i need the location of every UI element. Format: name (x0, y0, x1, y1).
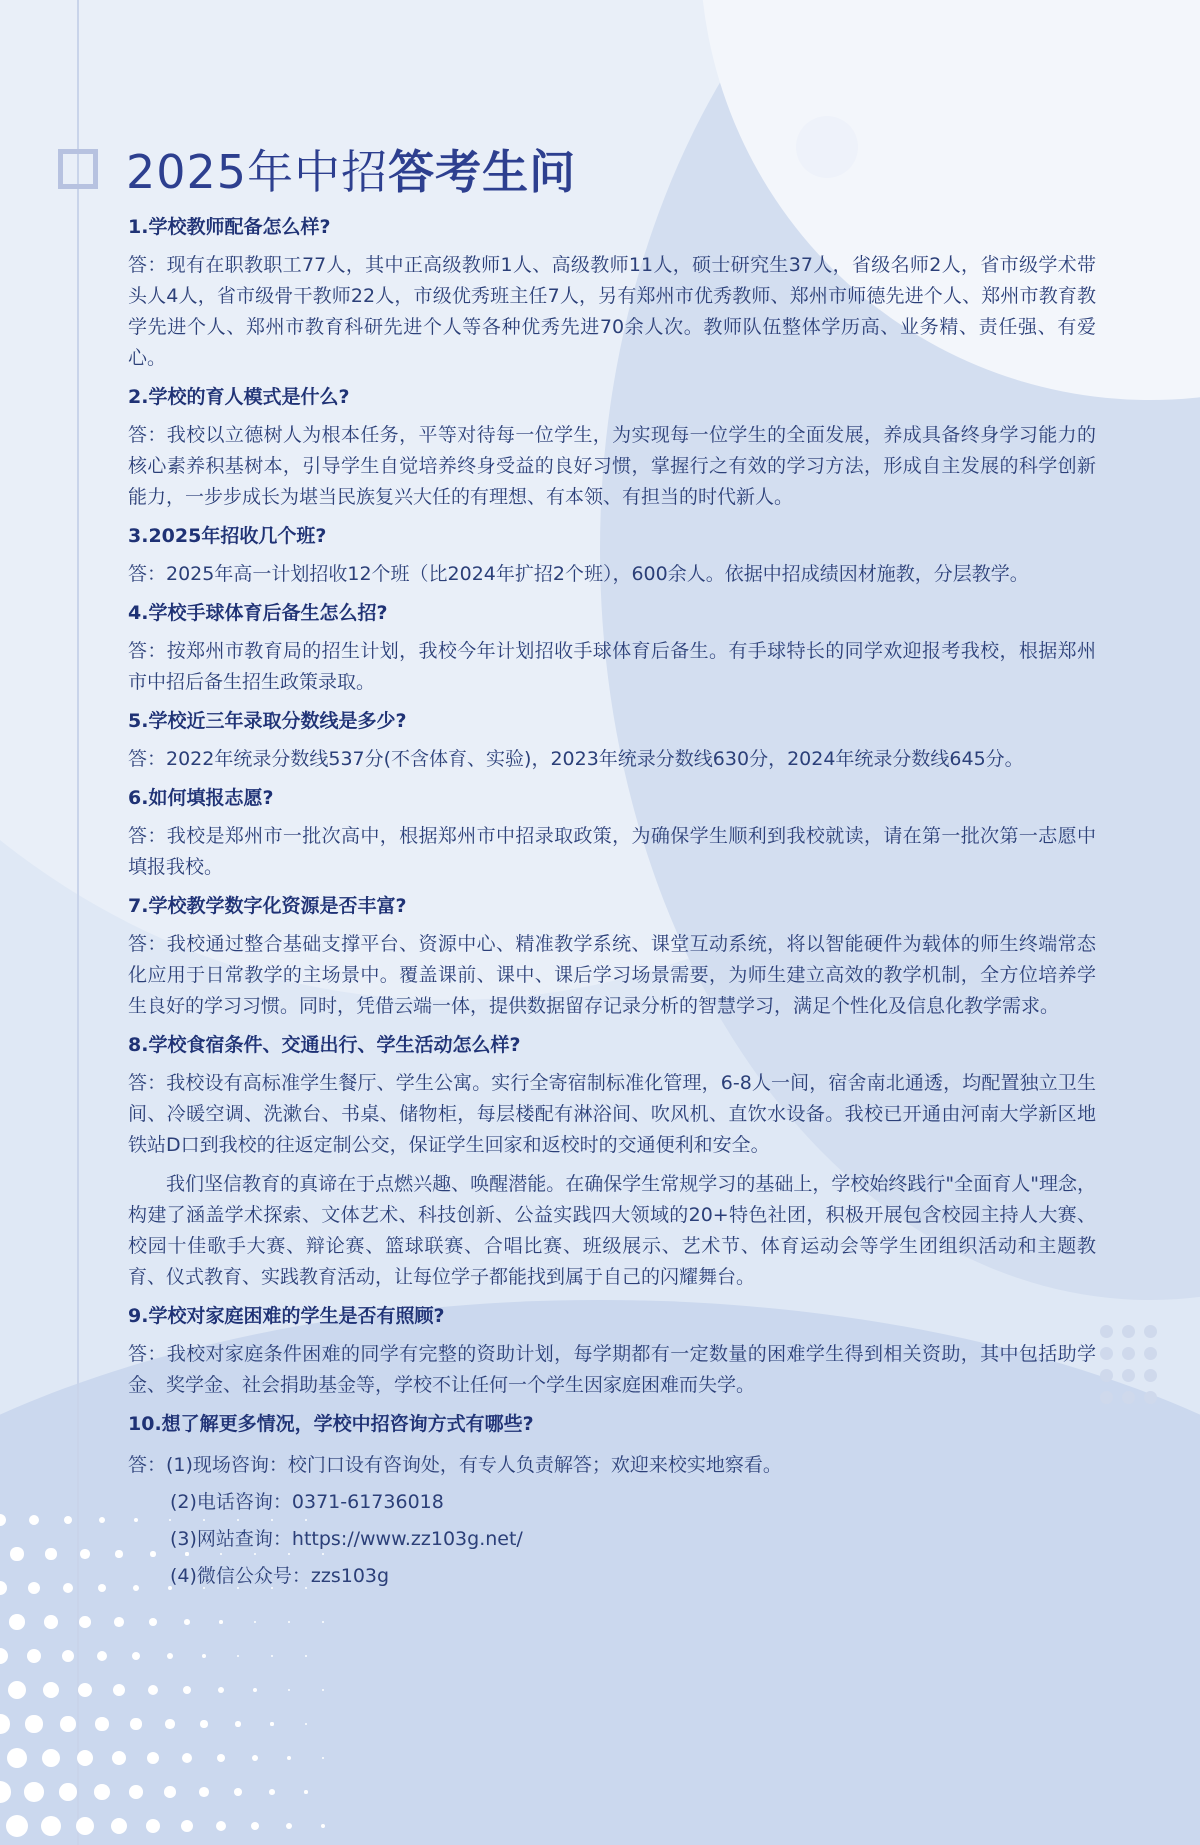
dot (79, 1616, 91, 1628)
dot (1144, 1369, 1157, 1382)
question: 4.学校手球体育后备生怎么招? (128, 602, 388, 624)
question: 6.如何填报志愿? (128, 787, 274, 809)
question: 9.学校对家庭困难的学生是否有照顾? (128, 1305, 445, 1327)
answer: 答：我校是郑州市一批次高中，根据郑州市中招录取政策，为确保学生顺利到我校就读，请在第一批次第一志愿中填报我校。 (128, 825, 1096, 878)
dot (149, 1618, 157, 1626)
dot (304, 1790, 308, 1794)
dot (305, 1655, 307, 1657)
dot (254, 1621, 256, 1623)
dot (322, 1621, 324, 1623)
dot (218, 1687, 224, 1693)
answer: 答：按郑州市教育局的招生计划，我校今年计划招收手球体育后备生。有手球特长的同学欢迎报考我校，根据郑州市中招后备生招生政策录取。 (128, 640, 1096, 693)
dot (60, 1716, 75, 1731)
dot (114, 1617, 124, 1627)
dot (130, 1718, 141, 1729)
dot (199, 1787, 209, 1797)
contact-website: (3)网站查询：https://www.zz103g.net/ (170, 1528, 523, 1550)
question: 7.学校教学数字化资源是否丰富? (128, 895, 407, 917)
answer: 答：我校对家庭条件困难的同学有完整的资助计划，每学期都有一定数量的困难学生得到相关资助，其中包括助学金、奖学金、社会捐助基金等，学校不让任何一个学生因家庭困难而失学。 (128, 1343, 1096, 1396)
dot (43, 1682, 59, 1698)
contact-wechat: (4)微信公众号：zzs103g (170, 1565, 390, 1587)
dot (8, 1681, 26, 1699)
dot (1100, 1325, 1113, 1338)
dot (129, 1785, 143, 1799)
dot (269, 1789, 275, 1795)
dot (270, 1722, 273, 1725)
dot (288, 1621, 290, 1623)
dot (184, 1619, 190, 1625)
question: 2.学校的育人模式是什么? (128, 386, 350, 408)
dot (25, 1715, 42, 1732)
contact-onsite: 答：(1)现场咨询：校门口设有咨询处，有专人负责解答；欢迎来校实地察看。 (128, 1454, 782, 1476)
question: 8.学校食宿条件、交通出行、学生活动怎么样? (128, 1034, 521, 1056)
dot (78, 1683, 92, 1697)
dot (44, 1615, 58, 1629)
contact-phone: (2)电话咨询：0371-61736018 (170, 1491, 444, 1513)
dot (1144, 1325, 1157, 1338)
dot (113, 1684, 125, 1696)
dot (24, 1782, 44, 1802)
square-icon (58, 149, 98, 189)
dot (235, 1721, 240, 1726)
dot (99, 1517, 105, 1523)
answer-paragraph: 我们坚信教育的真谛在于点燃兴趣、唤醒潜能。在确保学生常规学习的基础上，学校始终践行"全面育人"理念，构建了涵盖学术探索、文体艺术、科技创新、公益实践四大领域的20+特色社团，积极开展包含校园主持人大赛、校园十佳歌手大赛、辩论赛、篮球联赛、合唱比赛、班级展示、艺术节、体育运动会等学生团组织活动和主题教育、仪式教育、实践教育活动，让每位学子都能找到属于自己的闪耀舞台。 (128, 1173, 1096, 1288)
question: 1.学校教师配备怎么样? (128, 216, 331, 238)
answer: 答：2025年高一计划招收12个班（比2024年扩招2个班），600余人。依据中招成绩因材施教，分层教学。 (128, 563, 1029, 585)
dot (219, 1620, 223, 1624)
decorative-line (77, 0, 79, 1845)
dot (234, 1788, 242, 1796)
dot (165, 1719, 174, 1728)
dot (10, 1547, 23, 1560)
dot (1122, 1369, 1135, 1382)
dot (1144, 1347, 1157, 1360)
qa-list (128, 212, 1096, 1595)
page-title (126, 136, 576, 202)
question: 3.2025年招收几个班? (128, 525, 327, 547)
title-normal: 2025年中招 (126, 145, 389, 199)
dot (1122, 1347, 1135, 1360)
dot (115, 1550, 122, 1557)
contact-list (128, 1447, 1096, 1595)
answer: 答：我校设有高标准学生餐厅、学生公寓。实行全寄宿制标准化管理，6-8人一间，宿舍南北通透，均配置独立卫生间、冷暖空调、洗漱台、书桌、储物柜，每层楼配有淋浴间、吹风机、直饮水设备。我校已开通由河南大学新区地铁站D口到我校的往返定制公交，保证学生回家和返校时的交通便利和安全。 (128, 1072, 1096, 1156)
answer: 答：我校以立德树人为根本任务，平等对待每一位学生，为实现每一位学生的全面发展，养成具备终身学习能力的核心素养积基树本，引导学生自觉培养终身受益的良好习惯，掌握行之有效的学习方法，形成自主发展的科学创新能力，一步步成长为堪当民族复兴大任的有理想、有本领、有担当的时代新人。 (128, 424, 1096, 508)
dot (288, 1689, 290, 1691)
answer: 答：现有在职教职工77人，其中正高级教师1人、高级教师11人，硕士研究生37人，省级名师2人，省市级学术带头人4人，省市级骨干教师22人，市级优秀班主任7人，另有郑州市优秀教师、郑州市师德先进个人、郑州市教育教学先进个人、郑州市教育科研先进个人等各种优秀先进70余人次。教师队伍整体学历高、业务精、责任强、有爱心。 (128, 254, 1096, 369)
dot (80, 1549, 89, 1558)
decorative-circle (796, 116, 858, 178)
question: 5.学校近三年录取分数线是多少? (128, 710, 407, 732)
dot (64, 1516, 72, 1524)
dot (1100, 1347, 1113, 1360)
dot (94, 1784, 110, 1800)
dot (1100, 1369, 1113, 1382)
dot (253, 1688, 257, 1692)
dot (29, 1515, 39, 1525)
dot (45, 1548, 56, 1559)
dot (148, 1685, 158, 1695)
dot (271, 1655, 273, 1657)
dot (95, 1717, 108, 1730)
dot (59, 1783, 77, 1801)
dot (322, 1689, 324, 1691)
dot (183, 1686, 191, 1694)
dot (9, 1614, 25, 1630)
dot (1144, 1391, 1157, 1404)
dot (305, 1723, 307, 1725)
page-header (58, 136, 576, 202)
question: 10.想了解更多情况，学校中招咨询方式有哪些? (128, 1413, 534, 1435)
dot (200, 1720, 207, 1727)
answer: 答：我校通过整合基础支撑平台、资源中心、精准教学系统、课堂互动系统，将以智能硬件为载体的师生终端常态化应用于日常教学的主场景中。覆盖课前、课中、课后学习场景需要，为师生建立高效的教学机制，全方位培养学生良好的学习习惯。同时，凭借云端一体，提供数据留存记录分析的智慧学习，满足个性化及信息化教学需求。 (128, 933, 1096, 1017)
title-bold: 答考生问 (388, 145, 577, 199)
dot (1100, 1391, 1113, 1404)
answer: 答：2022年统录分数线537分(不含体育、实验)，2023年统录分数线630分，2024年统录分数线645分。 (128, 748, 1024, 770)
dot (1122, 1391, 1135, 1404)
dot (164, 1786, 176, 1798)
dot (1122, 1325, 1135, 1338)
